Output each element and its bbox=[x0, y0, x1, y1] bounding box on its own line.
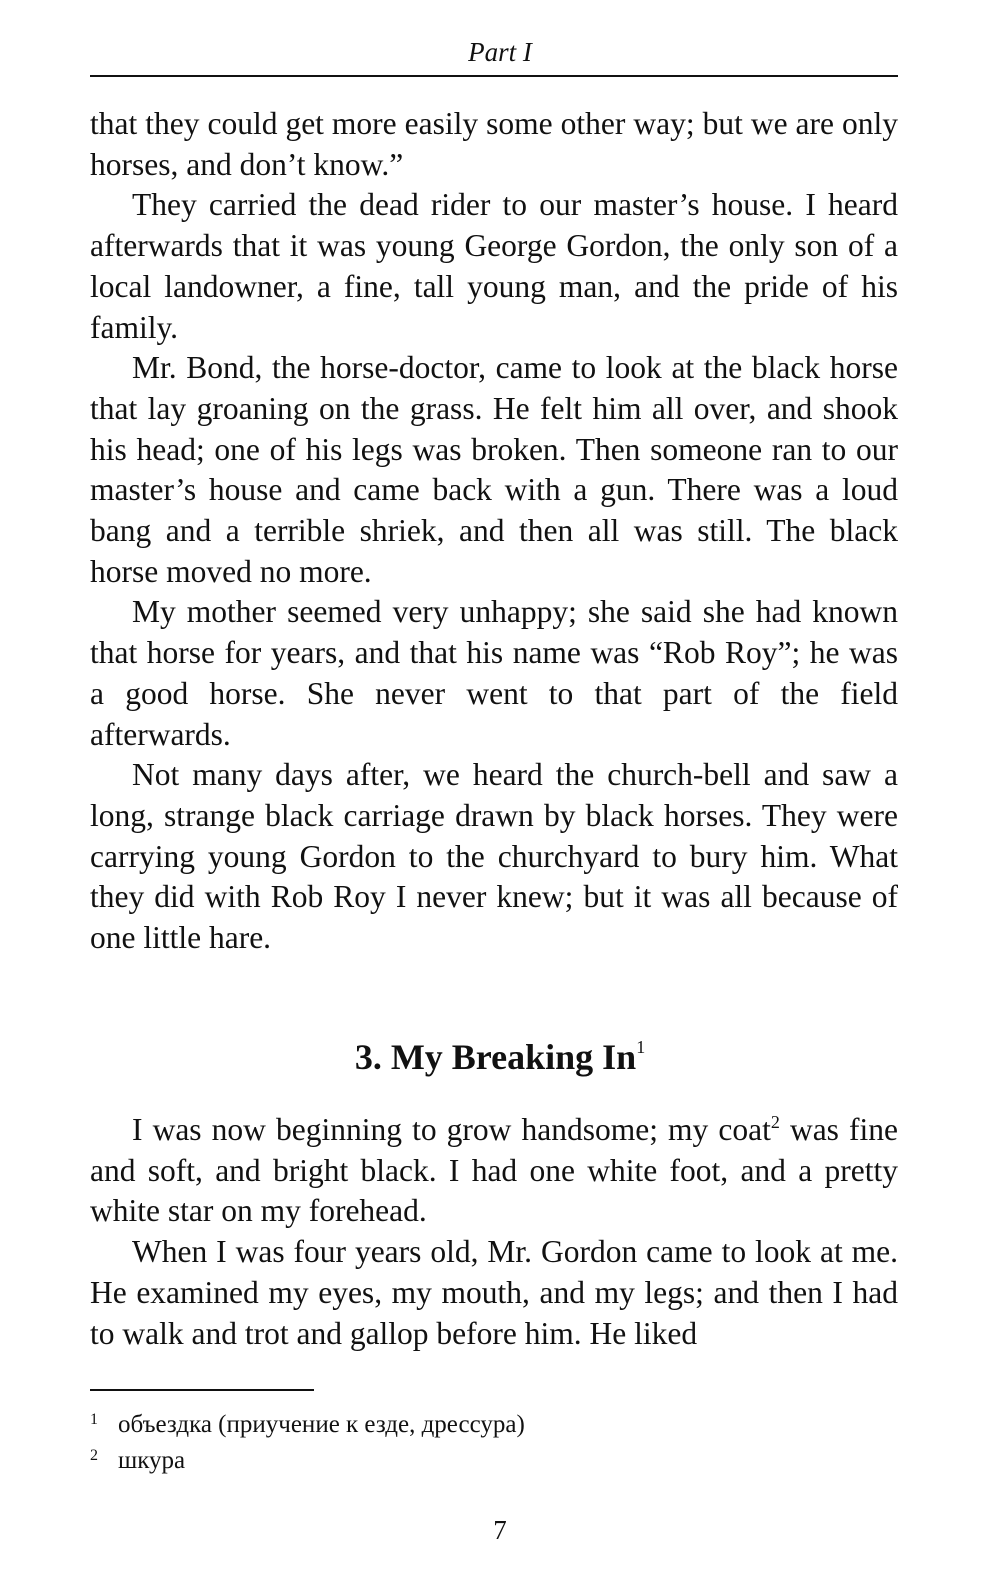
text-block-bottom bbox=[90, 1110, 898, 1354]
text-block-top bbox=[90, 104, 898, 959]
footnote-rule bbox=[90, 1389, 314, 1391]
paragraph: When I was four years old, Mr. Gordon came to look at me. He examined my eyes, my mouth, and my legs; and then I had to walk and trot and gallop before him. He liked bbox=[90, 1234, 898, 1351]
paragraph: My mother seemed very unhappy; she said she had known that horse for years, and that his name was “Rob Roy”; he was a good horse. She never went to that part of the field afterwards. bbox=[90, 594, 898, 752]
paragraph bbox=[90, 1110, 898, 1232]
paragraph: Mr. Bond, the horse-doctor, came to look at the black horse that lay groaning on the grass. He felt him all over, and shook his head; one of his legs was broken. Then someone ran to our master’s house and came back with a gun. There was a loud bang and a terrible shriek, and then all was still. The black horse moved no more. bbox=[90, 350, 898, 589]
paragraph: Not many days after, we heard the church-bell and saw a long, strange black carriage drawn by black horses. They were carrying young Gordon to the churchyard to bury him. What they did with Rob Roy I never knew; but it was all because of one little hare. bbox=[90, 757, 898, 956]
paragraph: They carried the dead rider to our master’s house. I heard afterwards that it was young George Gordon, the only son of a local landowner, a fine, tall young man, and the pride of his family. bbox=[90, 187, 898, 345]
chapter-title: 3. My Breaking In bbox=[354, 1037, 637, 1077]
footnote: 2 шкура bbox=[90, 1447, 186, 1474]
paragraph-text: I was now beginning to grow handsome; my coat bbox=[132, 1112, 771, 1147]
footnote-ref: 2 bbox=[770, 1112, 780, 1132]
page-number: 7 bbox=[493, 1515, 507, 1545]
footnote: 1 объездка (приучение к езде, дрессура) bbox=[90, 1411, 525, 1438]
running-head: Part I bbox=[468, 37, 532, 67]
footnote-text: шкура bbox=[118, 1447, 186, 1474]
footnote-text: объездка (приучение к езде, дрессура) bbox=[118, 1411, 525, 1438]
header-rule bbox=[90, 75, 898, 77]
paragraph-continued: that they could get more easily some other way; but we are only horses, and don’t know.” bbox=[90, 106, 898, 182]
chapter-footnote-ref: 1 bbox=[636, 1037, 646, 1057]
paragraph-text: was fine and soft, and bright black. I had one white foot, and a pretty white star on my forehead. bbox=[90, 1112, 898, 1229]
chapter-heading bbox=[0, 1031, 1000, 1083]
